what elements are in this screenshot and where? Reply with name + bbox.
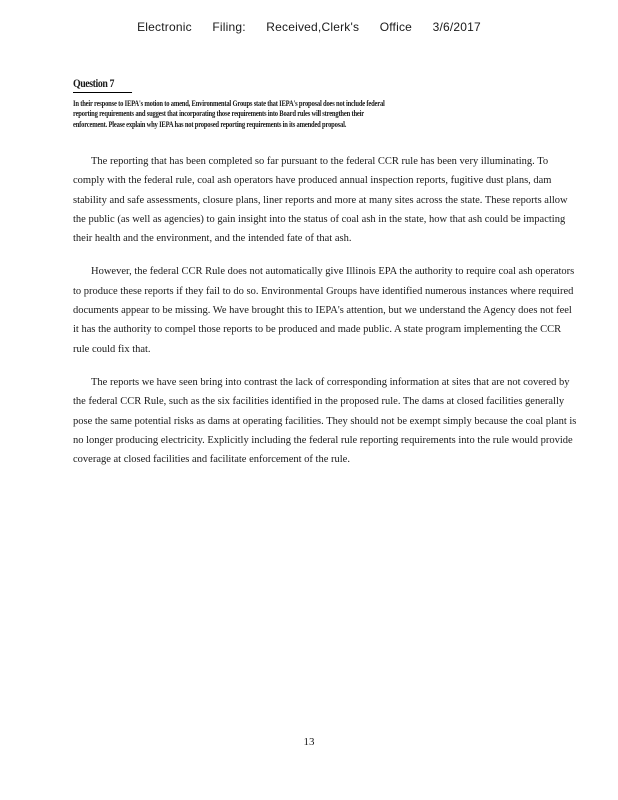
answer-paragraph-1: The reporting that has been completed so far pursuant to the federal CCR rule has been very illuminating. To comply with the federal rule, coal ash operators have produced annual inspection reports, fugitive dust plans, dam stability and safe assessments, closure plans, liner reports and more at many sites across the state. These reports allow the public (as well as agencies) to gain insight into the status of coal ash in the state, how that ash could be impacting their health and the environment, and the intended fate of that ash. [73, 156, 568, 245]
header-received-clerks: Received,Clerk's [266, 20, 360, 34]
answer-paragraph-3: The reports we have seen bring into contrast the lack of corresponding information at sites that are not covered by the federal CCR Rule, such as the six facilities identified in the proposed rule. The dams at closed facilities generally pose the same potential risks as dams at operating facilities. They should not be exempt simply because the coal plant is no longer producing electricity. Explicitly including the federal rule reporting requirements into the rule would provide coverage at closed facilities and facilitate enforcement of the rule. [73, 376, 577, 466]
answer-paragraph-2: However, the federal CCR Rule does not automatically give Illinois EPA the authority to require coal ash operators to produce these reports if they fail to do so. Environmental Groups have identified numerous instances where required documents appear to be missing. We have brought this to IEPA's attention, but we understand the Agency does not feel it has the authority to compel those reports to be produced and made public. A state program implementing the CCR rule could fix that. [73, 266, 575, 355]
filing-header [0, 20, 618, 34]
question-title: Question 7 [73, 76, 132, 93]
header-electronic: Electronic [137, 20, 192, 34]
answer-body [73, 152, 577, 483]
header-date: 3/6/2017 [432, 20, 481, 34]
header-filing: Filing: [212, 20, 246, 34]
question-block [73, 74, 403, 130]
question-text: In their response to IEPA's motion to amend, Environmental Groups state that IEPA's proposal does not include federal reporting requirements and suggest that incorporating those requirements into Board rules will strengthen their enforcement. Please explain why IEPA has not proposed reporting requirements in its amended proposal. [73, 99, 385, 129]
header-office: Office [379, 20, 413, 34]
page-number: 13 [303, 736, 315, 748]
